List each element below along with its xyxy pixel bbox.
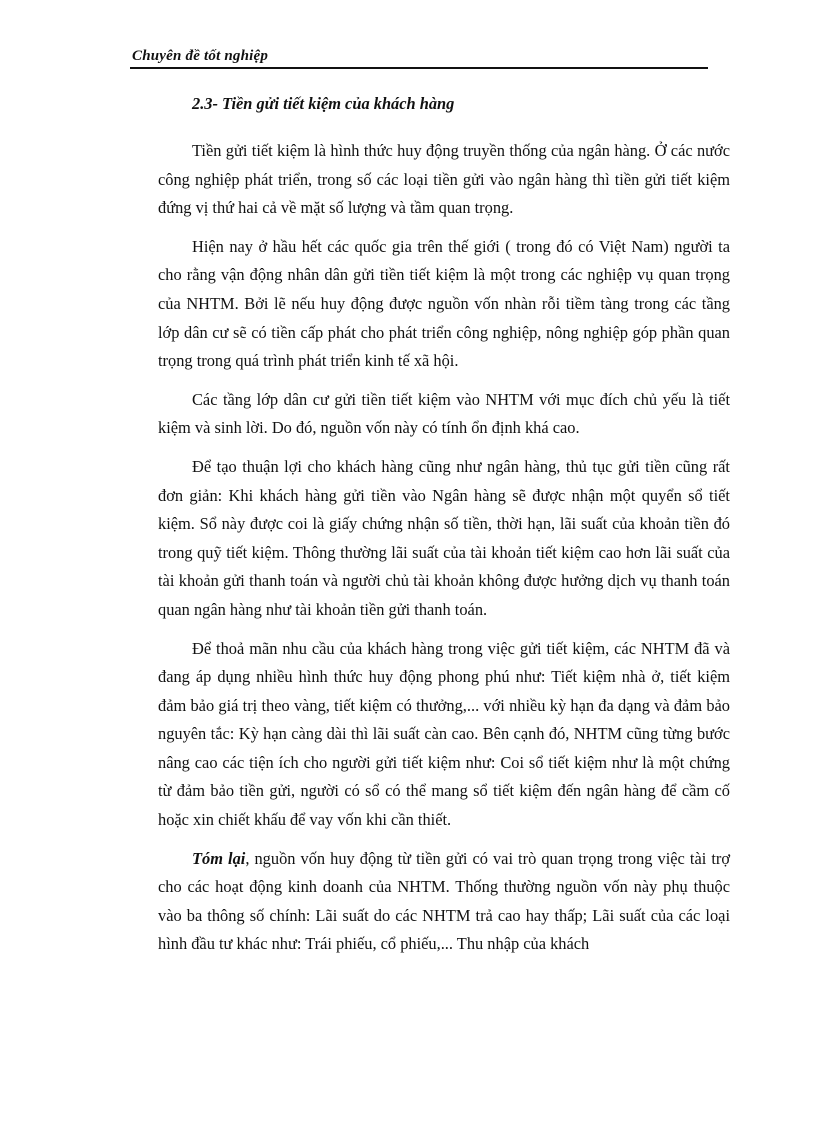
paragraph-text: Để tạo thuận lợi cho khách hàng cũng như ngân hàng, thủ tục gửi tiền cũng rất đơn giản: Khi khách hàng gửi tiền vào Ngân hàng sẽ được nhận một quyển sổ tiết kiệm. Sổ này được coi là giấy chứng nhận số tiền, thời hạn, lãi suất của khoản tiền đó trong quỹ tiết kiệm. Thông thường lãi suất của tài khoản tiết kiệm cao hơn lãi suất của tài khoản gửi thanh toán và người chủ tài khoản không được hưởng dịch vụ thanh toán quan ngân hàng như tài khoản tiền gửi thanh toán. bbox=[158, 456, 730, 619]
header-divider bbox=[130, 67, 708, 69]
paragraph-4 bbox=[158, 453, 730, 625]
section-heading: 2.3- Tiền gửi tiết kiệm của khách hàng bbox=[192, 94, 455, 113]
paragraph-text: Tiền gửi tiết kiệm là hình thức huy động truyền thống của ngân hàng. Ở các nước công nghiệp phát triển, trong số các loại tiền gửi vào ngân hàng thì tiền gửi tiết kiệm đứng vị thứ hai cả về mặt số lượng và tầm quan trọng. bbox=[158, 141, 730, 218]
paragraph-text: Để thoả mãn nhu cầu của khách hàng trong việc gửi tiết kiệm, các NHTM đã và đang áp dụng nhiều hình thức huy động phong phú như: Tiết kiệm nhà ở, tiết kiệm đảm bảo giá trị theo vàng, tiết kiệm có thưởng,... với nhiều kỳ hạn đa dạng và đảm bảo nguyên tắc: Kỳ hạn càng dài thì lãi suất càn cao. Bên cạnh đó, NHTM cũng từng bước nâng cao các tiện ích cho người gửi tiết kiệm như: Coi sổ tiết kiệm như là một chứng từ đảm bảo tiền gửi, người có sổ có thể mang sổ tiết kiệm đến ngân hàng để cầm cố hoặc xin chiết khấu để vay vốn khi cần thiết. bbox=[158, 638, 730, 830]
paragraph-text: Hiện nay ở hầu hết các quốc gia trên thế giới ( trong đó có Việt Nam) người ta cho rằng vận động nhân dân gửi tiền tiết kiệm là một trong các nghiệp vụ quan trọng của NHTM. Bởi lẽ nếu huy động được nguồn vốn nhàn rỗi tiềm tàng trong các tầng lớp dân cư sẽ có tiền cấp phát cho phát triển công nghiệp, nông nghiệp góp phần quan trọng trong quá trình phát triển kinh tế xã hội. bbox=[158, 236, 730, 371]
paragraph-text: , nguồn vốn huy động từ tiền gửi có vai trò quan trọng trong việc tài trợ cho các hoạt động kinh doanh của NHTM. Thống thường nguồn vốn này phụ thuộc vào ba thông số chính: Lãi suất do các NHTM trả cao hay thấp; Lãi suất của các loại hình đầu tư khác như: Trái phiếu, cổ phiếu,... Thu nhập của khách bbox=[158, 848, 731, 954]
document-body bbox=[158, 90, 730, 969]
paragraph-1 bbox=[158, 137, 730, 223]
paragraph-3 bbox=[158, 386, 730, 443]
paragraph-lead-phrase: Tóm lại bbox=[192, 848, 246, 868]
paragraph-text: Các tầng lớp dân cư gửi tiền tiết kiệm vào NHTM với mục đích chủ yếu là tiết kiệm và sinh lời. Do đó, nguồn vốn này có tính ổn định khá cao. bbox=[158, 389, 730, 438]
paragraph-6 bbox=[158, 845, 730, 959]
paragraph-5 bbox=[158, 635, 730, 835]
document-header-title: Chuyên đề tốt nghiệp bbox=[132, 48, 269, 64]
paragraph-2 bbox=[158, 233, 730, 376]
